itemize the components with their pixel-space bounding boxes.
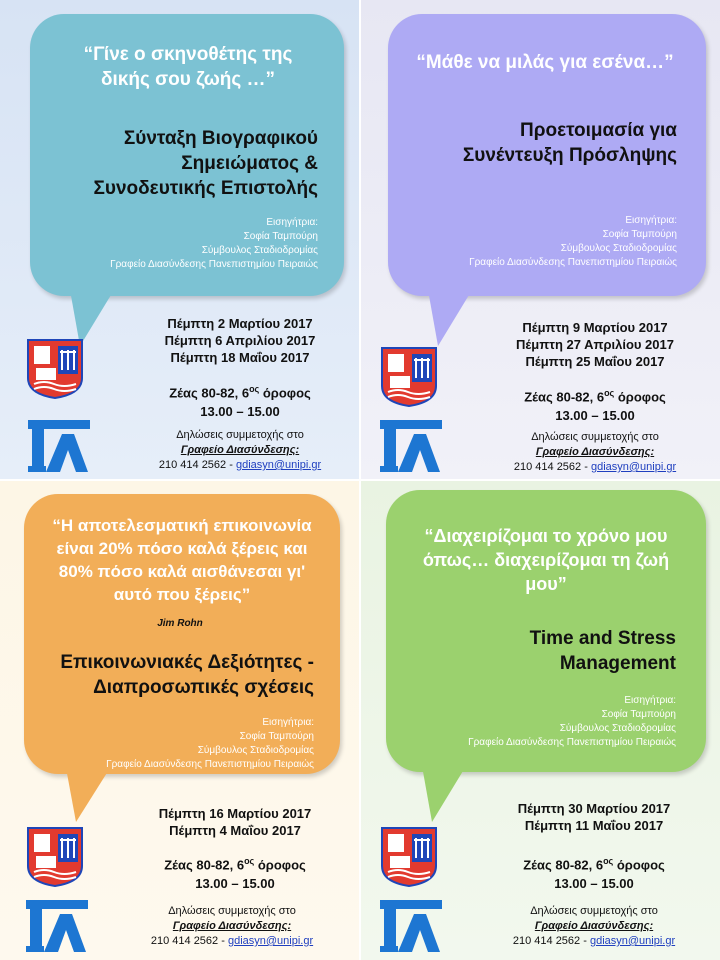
- seminar-time: 13.00 – 15.00: [554, 876, 634, 892]
- registration-info: Δηλώσεις συμμετοχής στο Γραφείο Διασύνδεσης: 210 414 2562 - gdiasyn@unipi.gr: [150, 905, 314, 947]
- seminar-title: Σύνταξη Βιογραφικού Σημειώματος & Συνοδευτικής Επιστολής: [93, 128, 318, 199]
- speech-bubble-tail: [422, 766, 466, 822]
- gd-logo-icon: [28, 420, 90, 472]
- speaker-info: Εισηγήτρια: Σοφία Ταμπούρη Σύμβουλος Σταδιοδρομίας Γραφείο Διασύνδεσης Πανεπιστημίου Πειραιώς: [106, 717, 314, 770]
- registration-info: Δηλώσεις συμμετοχής στο Γραφείο Διασύνδεσης: 210 414 2562 - gdiasyn@unipi.gr: [512, 905, 676, 947]
- registration-info: Δηλώσεις συμμετοχής στο Γραφείο Διασύνδεσης: 210 414 2562 - gdiasyn@unipi.gr: [513, 431, 677, 473]
- quote-author: Jim Rohn: [157, 618, 203, 629]
- seminar-time: 13.00 – 15.00: [200, 404, 280, 420]
- seminar-dates: Πέμπτη 16 Μαρτίου 2017 Πέμπτη 4 Μαΐου 2017: [158, 806, 312, 838]
- seminar-card-communication-skills: [0, 480, 360, 960]
- venue-address: Ζέας 80-82, $6^{o\varsigma}$ όροφος 13.00 – 15.00: [130, 380, 350, 421]
- university-of-piraeus-crest-icon: [26, 826, 84, 888]
- university-of-piraeus-crest-icon: [26, 338, 84, 400]
- seminar-dates: Πέμπτη 30 Μαρτίου 2017 Πέμπτη 11 Μαΐου 2017: [517, 801, 671, 833]
- seminar-card-interview-prep: [360, 0, 720, 480]
- seminar-dates: Πέμπτη 2 Μαρτίου 2017 Πέμπτη 6 Απριλίου 2017 Πέμπτη 18 Μαΐου 2017: [164, 316, 316, 365]
- gd-logo-icon: [380, 900, 442, 952]
- speech-bubble-tail: [428, 290, 472, 346]
- speech-bubble-tail: [66, 768, 110, 822]
- registration-info: Δηλώσεις συμμετοχής στο Γραφείο Διασύνδεσης: 210 414 2562 - gdiasyn@unipi.gr: [158, 429, 322, 471]
- bubble-quote: “Διαχειρίζομαι το χρόνο μου όπως… διαχειρίζομαι τη ζωή μου”: [422, 526, 670, 594]
- university-of-piraeus-crest-icon: [380, 826, 438, 888]
- seminar-card-cv-writing: [0, 0, 360, 480]
- seminar-time: 13.00 – 15.00: [555, 408, 635, 424]
- seminar-time: 13.00 – 15.00: [195, 876, 275, 892]
- email-link[interactable]: gdiasyn@unipi.gr: [590, 461, 677, 473]
- speaker-info: Εισηγήτρια: Σοφία Ταμπούρη Σύμβουλος Σταδιοδρομίας Γραφείο Διασύνδεσης Πανεπιστημίου Πειραιώς: [469, 215, 677, 268]
- email-link[interactable]: gdiasyn@unipi.gr: [227, 935, 314, 947]
- bubble-quote: “Μάθε να μιλάς για εσένα…”: [416, 52, 674, 73]
- seminar-title: Επικοινωνιακές Δεξιότητες - Διαπροσωπικές σχέσεις: [60, 652, 314, 698]
- bubble-quote: “Γίνε ο σκηνοθέτης της δικής σου ζωής …”: [83, 44, 293, 90]
- seminar-dates: Πέμπτη 9 Μαρτίου 2017 Πέμπτη 27 Απριλίου 2017 Πέμπτη 25 Μαΐου 2017: [516, 320, 674, 369]
- seminar-title: Προετοιμασία για Συνέντευξη Πρόσληψης: [462, 120, 677, 166]
- bubble-quote: “Η αποτελεσματική επικοινωνία είναι 20% πόσο καλά ξέρεις και 80% πόσο καλά αισθάνεσαι γι' αυτό που ξέρεις”: [52, 516, 312, 604]
- email-link[interactable]: gdiasyn@unipi.gr: [235, 459, 322, 471]
- seminar-card-time-stress: [360, 480, 720, 960]
- seminar-title: Time and Stress Management: [529, 628, 676, 674]
- email-link[interactable]: gdiasyn@unipi.gr: [589, 935, 676, 947]
- speaker-info: Εισηγήτρια: Σοφία Ταμπούρη Σύμβουλος Σταδιοδρομίας Γραφείο Διασύνδεσης Πανεπιστημίου Πειραιώς: [110, 217, 318, 270]
- horizontal-divider: [0, 479, 720, 481]
- venue-address: Ζέας 80-82, $6^{o\varsigma}$ όροφος 13.00 – 15.00: [480, 384, 710, 425]
- venue-address: Ζέας 80-82, $6^{o\varsigma}$ όροφος 13.00 – 15.00: [120, 852, 350, 893]
- gd-logo-icon: [380, 420, 442, 472]
- university-of-piraeus-crest-icon: [380, 346, 438, 408]
- speaker-info: Εισηγήτρια: Σοφία Ταμπούρη Σύμβουλος Σταδιοδρομίας Γραφείο Διασύνδεσης Πανεπιστημίου Πειραιώς: [468, 695, 676, 748]
- venue-address: Ζέας 80-82, $6^{o\varsigma}$ όροφος 13.00 – 15.00: [478, 852, 710, 893]
- gd-logo-icon: [26, 900, 88, 952]
